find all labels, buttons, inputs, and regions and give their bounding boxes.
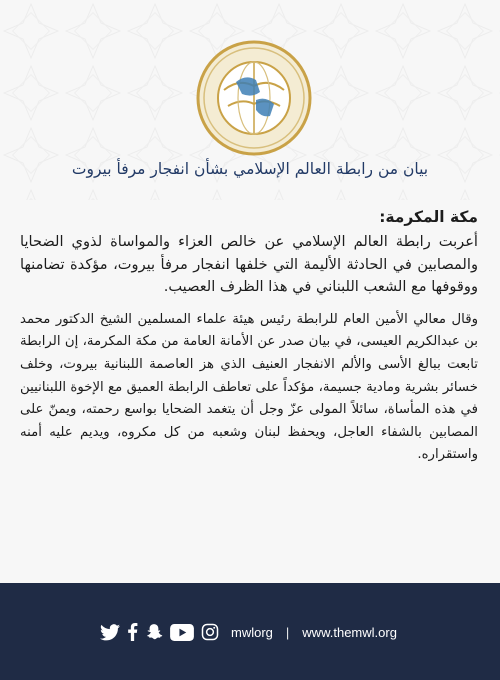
- website-link[interactable]: www.themwl.org: [302, 624, 397, 640]
- statement-body: [20, 204, 478, 467]
- footer-contacts: [100, 621, 397, 643]
- logo-emblem-icon: [194, 38, 314, 158]
- social-handle[interactable]: mwlorg: [231, 624, 273, 640]
- muslim-world-league-logo: [194, 38, 314, 158]
- footer-bar: [0, 583, 500, 680]
- paragraph: وقال معالي الأمين العام للرابطة رئيس هيئة علماء المسلمين الشيخ الدكتور محمد بن عبدالكريم العيسى، في بيان صدر عن الأمانة العامة من مكة المكرمة، إن الرابطة تابعت ببالغ الأسى والألم الانفجار العنيف الذي هز العاصمة اللبنانية بيروت، وخلف خسائر بشرية ومادية جسيمة، مؤكداً على تعاطف الرابطة العميق مع الإخوة اللبنانيين في هذه المأساة، سائلاً المولى عزّ وجل أن يتغمد الضحايا بواسع رحمته، ويمنّ على المصابين بالشفاء العاجل، ويحفظ لبنان وشعبه من كل مكروه، ويديم عليه أمنه واستقراره.: [20, 311, 478, 463]
- social-icons: [100, 623, 219, 641]
- instagram-icon[interactable]: [201, 623, 219, 641]
- youtube-icon[interactable]: [170, 624, 194, 641]
- footer-separator: |: [285, 624, 290, 640]
- twitter-icon[interactable]: [100, 624, 120, 641]
- paragraph: أعربت رابطة العالم الإسلامي عن خالص العزاء والمواساة لذوي الضحايا والمصابين في الحادثة الأليمة التي خلفها انفجار مرفأ بيروت، مؤكدة تضامنها ووقوفها مع الشعب اللبناني في هذا الظرف العصيب.: [20, 233, 478, 296]
- snapchat-icon[interactable]: [145, 623, 163, 641]
- statement-title: بيان من رابطة العالم الإسلامي بشأن انفجار مرفأ بيروت: [71, 160, 429, 178]
- facebook-icon[interactable]: [127, 623, 138, 641]
- dateline: مكة المكرمة:: [379, 208, 478, 226]
